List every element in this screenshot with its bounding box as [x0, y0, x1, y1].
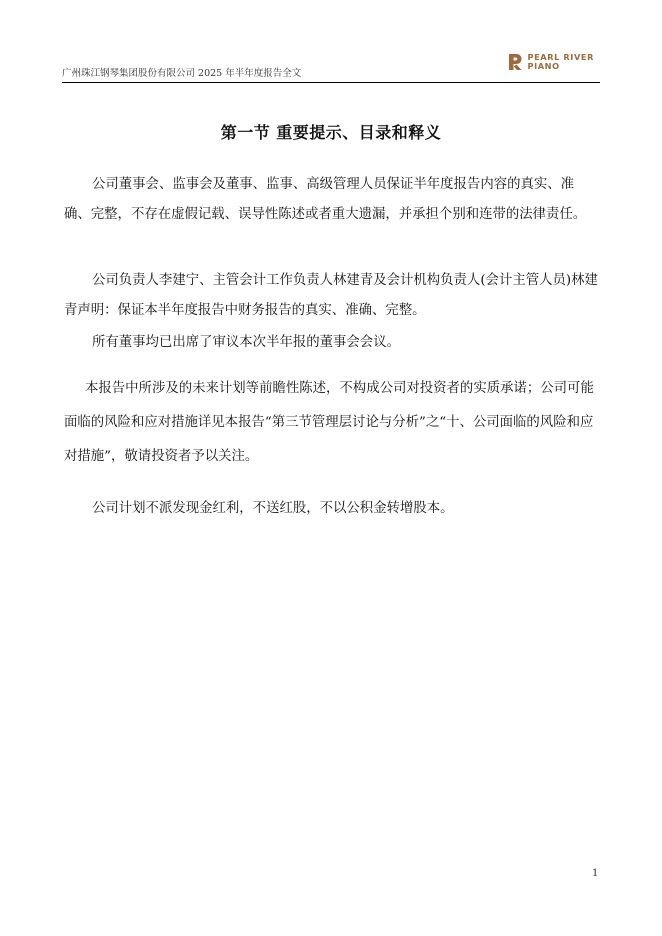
logo-text-line2: PIANO: [527, 61, 560, 71]
pearl-river-logo: [507, 52, 595, 72]
section-title: 第一节 重要提示、目录和释义: [220, 123, 442, 142]
forward-looking-statement-paragraph: 本报告中所涉及的未来计划等前瞻性陈述，不构成公司对投资者的实质承诺；公司可能面临的风险和应对措施详见本报告“第三节管理层讨论与分析”之“十、公司面临的风险和应对措施”，敬请投资者予以关注。: [64, 381, 594, 464]
logo-text-line1: PEARL RIVER: [527, 52, 594, 62]
page-header: [62, 48, 600, 83]
pearl-river-p-mark-icon: [507, 52, 523, 72]
board-guarantee-paragraph: 公司董事会、监事会及董事、监事、高级管理人员保证半年度报告内容的真实、准确、完整，不存在虚假记载、误导性陈述或者重大遗漏，并承担个别和连带的法律责任。: [64, 177, 587, 222]
page-number: 1: [592, 868, 599, 879]
directors-attendance-paragraph: 所有董事均已出席了审议本次半年报的董事会会议。: [92, 335, 400, 350]
logo-text: [528, 53, 595, 71]
responsible-persons-paragraph: 公司负责人李建宁、主管会计工作负责人林建青及会计机构负责人(会计主管人员)林建青声明：保证本半年度报告中财务报告的真实、准确、完整。: [64, 273, 598, 318]
dividend-plan-paragraph: 公司计划不派发现金红利，不送红股，不以公积金转增股本。: [92, 501, 454, 516]
report-header-title: 广州珠江钢琴集团股份有限公司 2025 年半年度报告全文: [62, 68, 302, 79]
